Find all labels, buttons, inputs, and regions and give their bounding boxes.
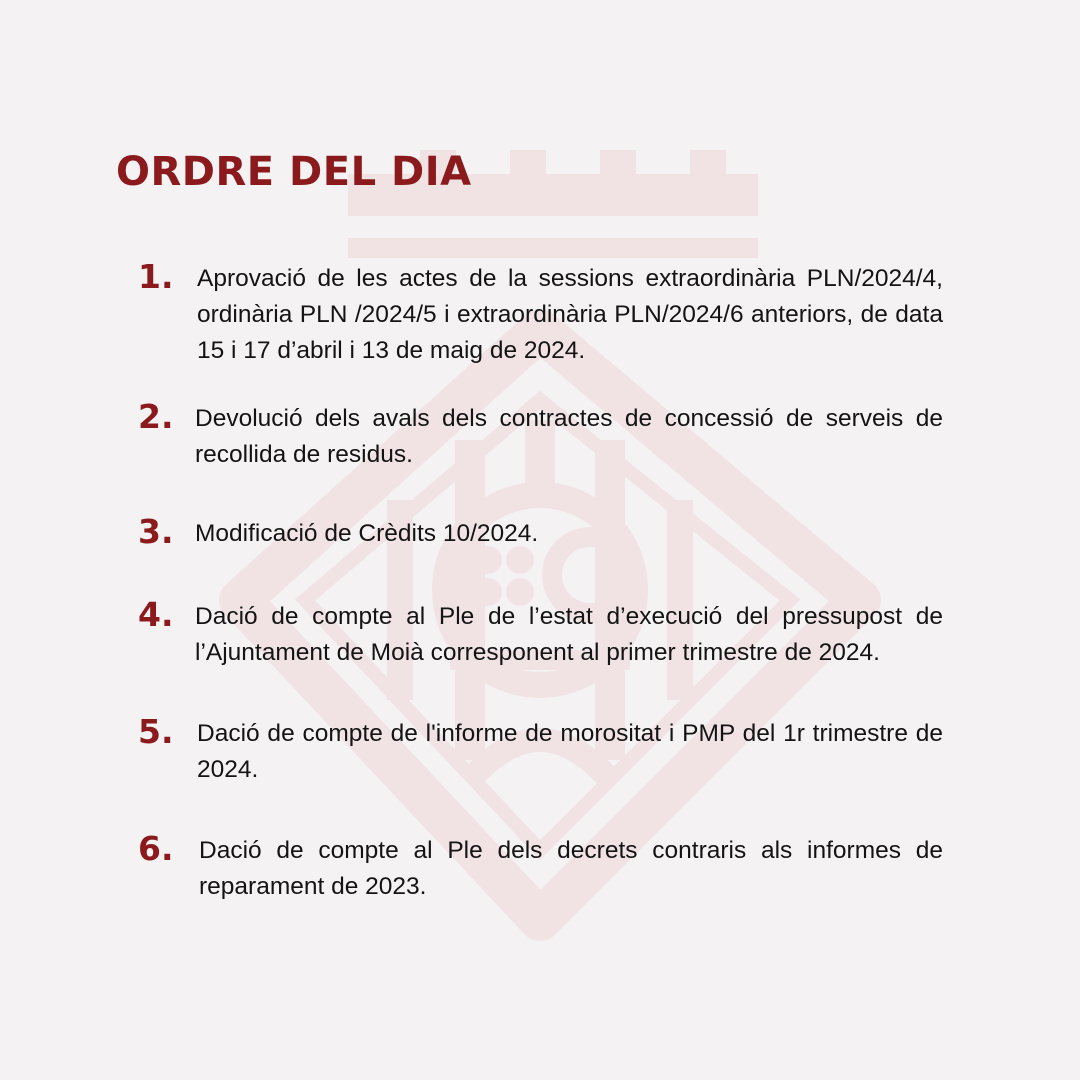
item-text: Dació de compte al Ple de l’estat d’execució del pressupost de l’Ajuntament de Moià corresponent al primer trimestre de 2024. — [195, 603, 943, 666]
item-text: Modificació de Crèdits 10/2024. — [195, 520, 539, 547]
item-number: 3. — [138, 512, 174, 551]
item-text: Dació de compte de l'informe de morositat i PMP del 1r trimestre de 2024. — [197, 720, 943, 783]
page-title: ORDRE DEL DIA — [116, 149, 472, 195]
item-number: 2. — [138, 397, 174, 436]
item-text: Aprovació de les actes de la sessions extraordinària PLN/2024/4, ordinària PLN /2024/5 i extraordinària PLN/2024/6 anteriors, de data 15 i 17 d’abril i 13 de maig de 2024. — [197, 265, 943, 364]
item-number: 1. — [138, 257, 174, 296]
item-number: 5. — [138, 712, 174, 751]
item-number: 6. — [138, 829, 174, 868]
item-text: Dació de compte al Ple dels decrets contraris als informes de reparament de 2023. — [199, 837, 943, 900]
item-text: Devolució dels avals dels contractes de concessió de serveis de recollida de residus. — [195, 405, 943, 468]
item-number: 4. — [138, 595, 174, 634]
